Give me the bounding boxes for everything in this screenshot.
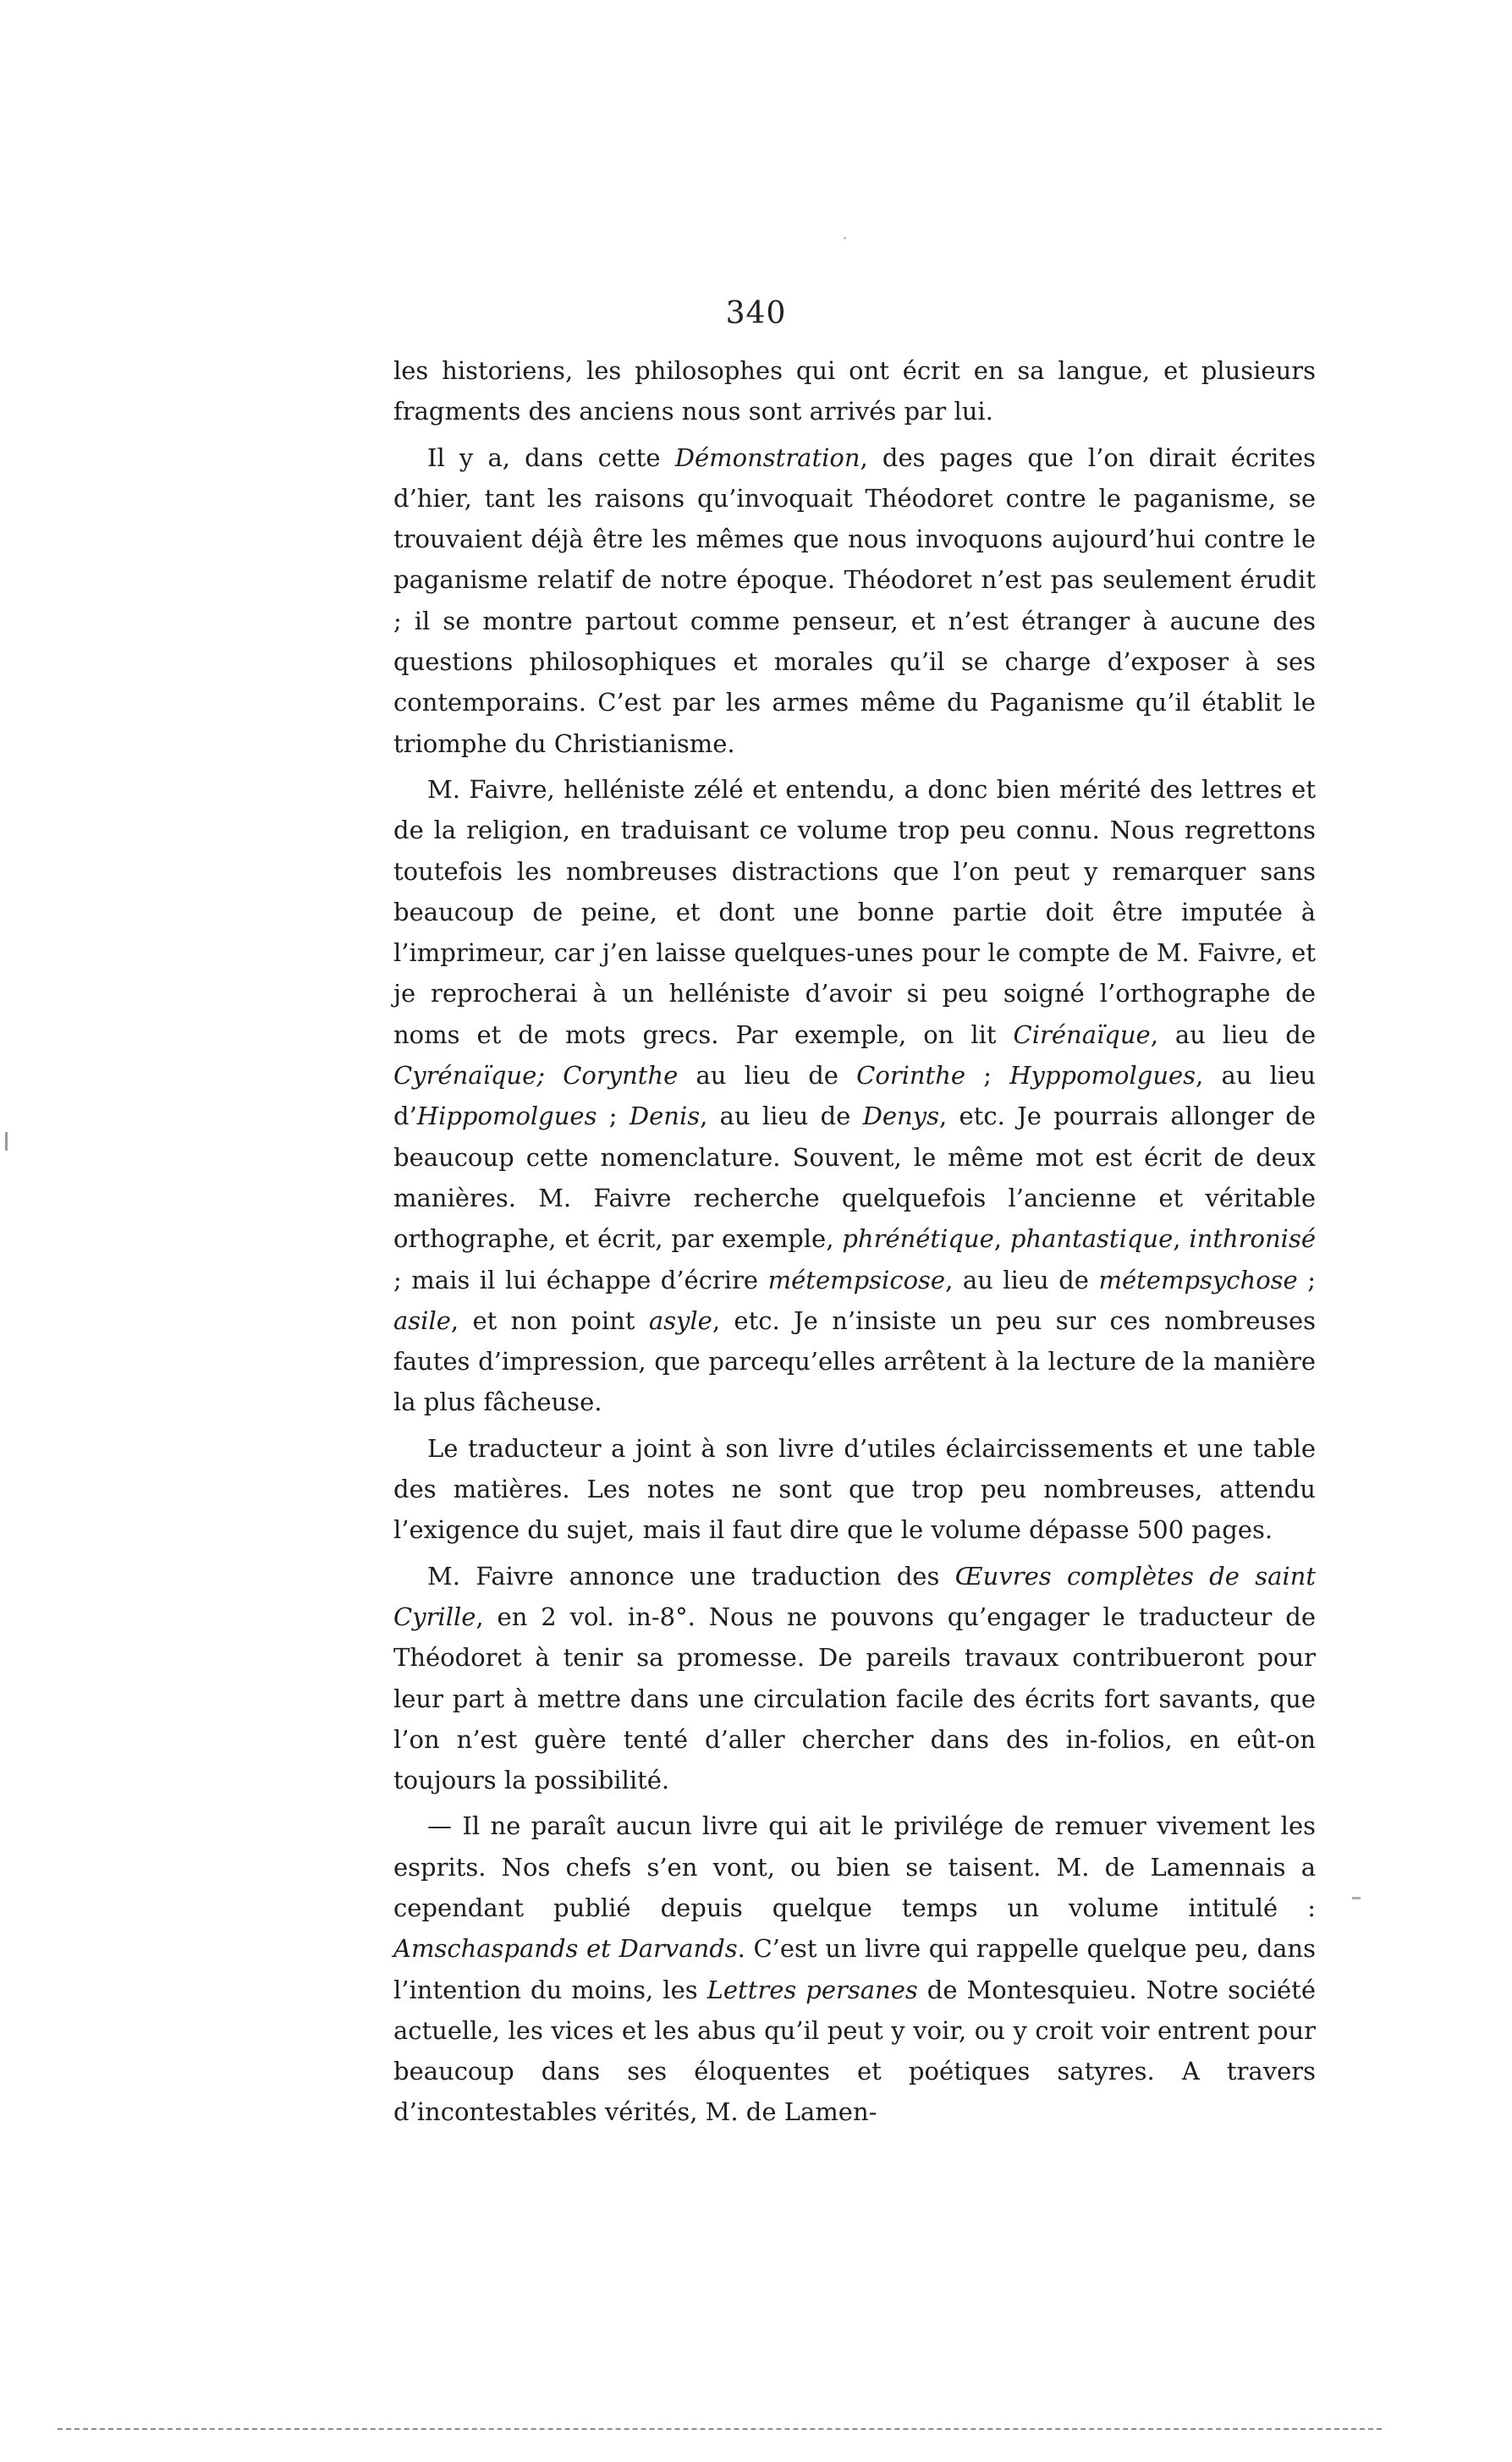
text-run: ; (965, 1061, 1010, 1091)
italic-term: inthronisé (1189, 1224, 1316, 1254)
italic-term: Démonstration (674, 442, 860, 472)
italic-term: asile (393, 1305, 451, 1335)
text-run: , etc. Je pourrais allonger de beaucoup cette nomenclature. Souvent, le même mot est écrit de deux manières. M. Faivre recherche quelquefois l’ancienne et véritable orthographe, et écrit, par exemple, (393, 1102, 1316, 1254)
paragraph (393, 1428, 1316, 1551)
text-run: , et non point (450, 1305, 649, 1335)
italic-term: phrénétique (842, 1224, 994, 1254)
text-run: , au lieu de (700, 1102, 863, 1131)
paragraph (393, 1556, 1316, 1801)
italic-term: Amschaspands et Darvands (393, 1934, 738, 1964)
text-run: , au lieu de (945, 1265, 1099, 1294)
text-run: , au lieu de (1150, 1019, 1316, 1049)
italic-term: Cyrénaïque; Corynthe (393, 1061, 679, 1091)
text-run: les historiens, les philosophes qui ont écrit en sa langue, et plusieurs fragments des anciens nous sont arrivés par lui. (393, 356, 1316, 426)
italic-term: Lettres persanes (707, 1975, 918, 2004)
paper-speck (5, 1132, 8, 1151)
page-number: 340 (725, 296, 787, 331)
text-run: au lieu de (678, 1061, 857, 1091)
text-run: de Montesquieu. Notre société actuelle, les vices et les abus qu’il peut y voir, ou y croit voir entrent pour beaucoup dans ses éloquentes et poétiques satyres. A travers d’incontestables vérités, M. de Lamen- (393, 1975, 1316, 2127)
text-run: , des pages que l’on dirait écrites d’hier, tant les raisons qu’invoquait Théodoret contre le paganisme, se trouvaient déjà être les mêmes que nous invoquons aujourd’hui contre le paganisme relatif de notre époque. Théodoret n’est pas seulement érudit ; il se montre partout comme penseur, et n’est étranger à aucune des questions philosophiques et morales qu’il se charge d’exposer à ses contemporains. C’est par les armes même du Paganisme qu’il établit le triomphe du Christianisme. (393, 442, 1317, 758)
paragraph (393, 350, 1316, 432)
text-run: M. Faivre, helléniste zélé et entendu, a donc bien mérité des lettres et de la religion, en traduisant ce volume trop peu connu. Nous regrettons toutefois les nombreuses distractions que l’on peut y remarquer sans beaucoup de peine, et dont une bonne partie doit être imputée à l’imprimeur, car j’en laisse quelques-unes pour le compte de M. Faivre, et je reprocherai à un helléniste d’avoir si peu soigné l’orthographe de noms et de mots grecs. Par exemple, on lit (393, 774, 1316, 1049)
paragraph (393, 1805, 1316, 2132)
text-run: Le traducteur a joint à son livre d’utiles éclaircissements et une table des matières. Les notes ne sont que trop peu nombreuses, attendu l’exigence du sujet, mais il faut dire que le volume dépasse 500 pages. (393, 1433, 1316, 1545)
italic-term: métempsicose (767, 1265, 946, 1294)
text-run: — Il ne paraît aucun livre qui ait le privilége de remuer vivement les esprits. Nos chefs s’en vont, ou bien se taisent. M. de Lamennais a cependant publié depuis quelque temps un volume intitulé : (393, 1811, 1316, 1922)
body-text (393, 350, 1316, 2138)
text-run: ; mais il lui échappe d’écrire (393, 1265, 768, 1294)
italic-term: métempsychose (1098, 1265, 1298, 1294)
paper-speck (844, 237, 846, 239)
text-run: , en 2 vol. in-8°. Nous ne pouvons qu’engager le traducteur de Théodoret à tenir sa promesse. De pareils travaux contribueront pour leur part à mettre dans une circulation facile des écrits fort savants, que l’on n’est guère tenté d’aller chercher dans des in-folios, en eût-on toujours la possibilité. (393, 1602, 1316, 1795)
text-run: , au lieu d’ (393, 1061, 1317, 1131)
text-run: Il y a, dans cette (427, 442, 675, 472)
text-run: , (993, 1224, 1010, 1254)
text-run: ; (1297, 1265, 1316, 1294)
scan-edge-rule (58, 2428, 1382, 2430)
italic-term: Œuvres complètes de saint Cyrille (393, 1561, 1316, 1631)
text-run: M. Faivre annonce une traduction des (427, 1561, 955, 1591)
text-run: , (1173, 1224, 1190, 1254)
italic-term: phantastique (1009, 1224, 1174, 1254)
italic-term: Hyppomolgues (1009, 1061, 1196, 1091)
text-run: . C’est un livre qui rappelle quelque peu, dans l’intention du moins, les (393, 1934, 1316, 2004)
paragraph (393, 437, 1316, 764)
text-run: ; (597, 1102, 630, 1131)
italic-term: Denys (862, 1102, 939, 1131)
italic-term: Cirénaïque (1013, 1019, 1151, 1049)
italic-term: Corinthe (856, 1061, 966, 1091)
italic-term: Denis (629, 1102, 701, 1131)
italic-term: asyle (648, 1305, 712, 1335)
paragraph (393, 769, 1316, 1423)
italic-term: Hippomolgues (416, 1102, 597, 1131)
text-run: , etc. Je n’insiste un peu sur ces nombreuses fautes d’impression, que parcequ’elles arrêtent à la lecture de la manière la plus fâcheuse. (393, 1305, 1316, 1417)
paper-speck (1352, 1897, 1361, 1899)
